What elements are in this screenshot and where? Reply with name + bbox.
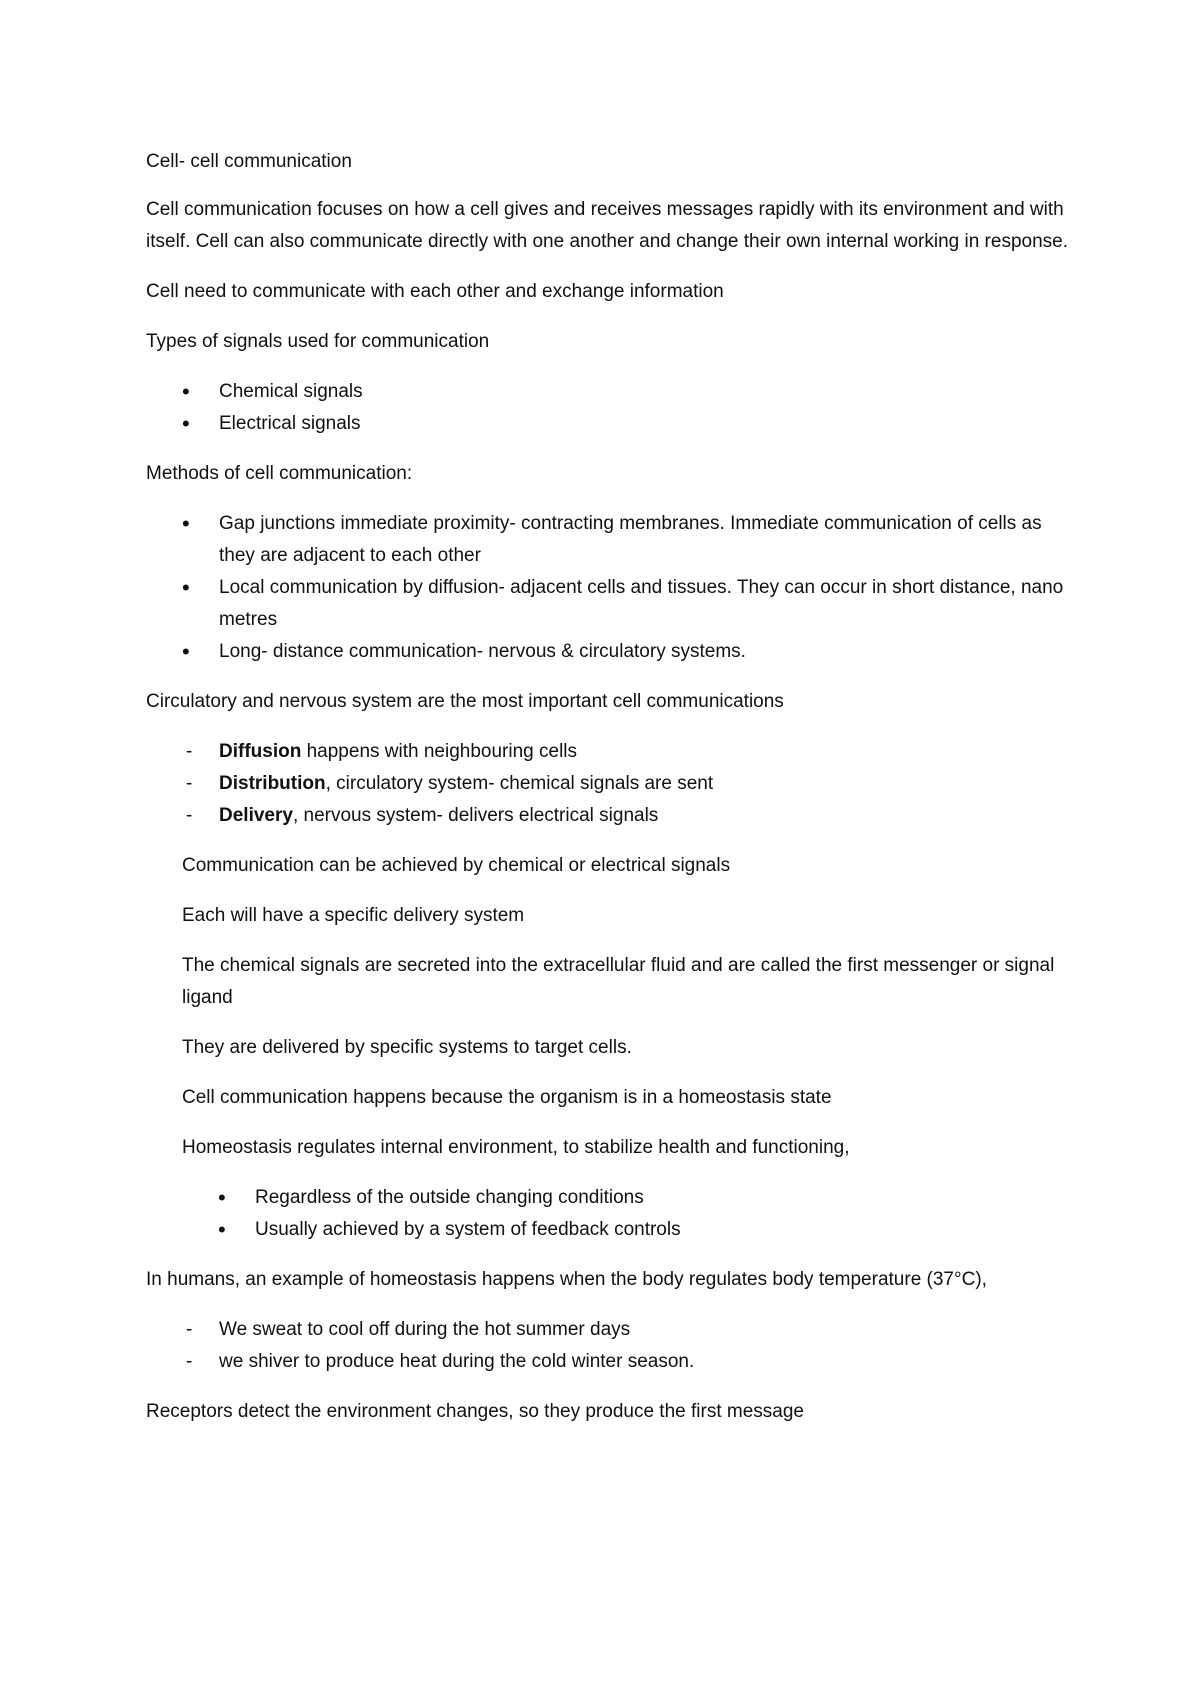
bullet-icon bbox=[182, 508, 190, 542]
dash-icon bbox=[186, 736, 192, 768]
list-item bbox=[146, 636, 1076, 668]
example-paragraph: In humans, an example of homeostasis happens when the body regulates body temperature (37°C), bbox=[146, 1269, 987, 1290]
list-item-text: Long- distance communication- nervous & circulatory systems. bbox=[219, 641, 746, 662]
list-item-text: We sweat to cool off during the hot summer days bbox=[219, 1319, 631, 1340]
list-item-text: Regardless of the outside changing conditions bbox=[255, 1187, 644, 1208]
ddd-list bbox=[146, 736, 1076, 832]
bullet-icon bbox=[218, 1214, 226, 1248]
term-description: , circulatory system- chemical signals are sent bbox=[325, 773, 714, 794]
list-item bbox=[146, 1182, 1076, 1214]
dash-icon bbox=[186, 800, 192, 832]
indented-paragraph: They are delivered by specific systems to target cells. bbox=[182, 1037, 632, 1058]
receptors-paragraph: Receptors detect the environment changes, so they produce the first message bbox=[146, 1401, 804, 1422]
term-label: Delivery bbox=[219, 805, 293, 826]
term-description: , nervous system- delivers electrical signals bbox=[292, 805, 659, 826]
indented-paragraph: Cell communication happens because the organism is in a homeostasis state bbox=[182, 1087, 832, 1108]
list-item-text: we shiver to produce heat during the cold winter season. bbox=[219, 1351, 695, 1372]
dash-icon bbox=[186, 1314, 192, 1346]
homeostasis-list bbox=[146, 1182, 1076, 1246]
dash-icon bbox=[186, 768, 192, 800]
list-item bbox=[146, 1214, 1076, 1246]
list-item-text: Electrical signals bbox=[219, 413, 361, 434]
term-description: happens with neighbouring cells bbox=[301, 741, 578, 762]
methods-list bbox=[146, 508, 1076, 668]
bullet-icon bbox=[182, 408, 190, 442]
list-item bbox=[146, 572, 1076, 636]
list-item bbox=[146, 800, 1076, 832]
document-body bbox=[146, 146, 1076, 1446]
bullet-icon bbox=[218, 1182, 226, 1216]
intro-paragraph: Cell communication focuses on how a cell gives and receives messages rapidly with its environment and with itself. Cell can also communicate directly with one another and change their own internal working in response. bbox=[146, 199, 1068, 252]
indented-paragraph: Each will have a specific delivery system bbox=[182, 905, 525, 926]
systems-heading: Circulatory and nervous system are the most important cell communications bbox=[146, 691, 784, 712]
term-label: Diffusion bbox=[219, 741, 302, 762]
list-item-text: Chemical signals bbox=[219, 381, 363, 402]
list-item bbox=[146, 1314, 1076, 1346]
list-item-text: Local communication by diffusion- adjacent cells and tissues. They can occur in short distance, nano metres bbox=[219, 577, 1064, 630]
list-item bbox=[146, 376, 1076, 408]
list-item bbox=[146, 1346, 1076, 1378]
indented-paragraph: The chemical signals are secreted into the extracellular fluid and are called the first messenger or signal ligand bbox=[182, 955, 1055, 1008]
bullet-icon bbox=[182, 376, 190, 410]
dash-icon bbox=[186, 1346, 192, 1378]
document-title: Cell- cell communication bbox=[146, 151, 352, 172]
list-item bbox=[146, 736, 1076, 768]
list-item-text: Gap junctions immediate proximity- contracting membranes. Immediate communication of cells as they are adjacent to each other bbox=[219, 513, 1042, 566]
methods-heading: Methods of cell communication: bbox=[146, 463, 413, 484]
bullet-icon bbox=[182, 636, 190, 670]
list-item bbox=[146, 508, 1076, 572]
indented-paragraph: Communication can be achieved by chemical or electrical signals bbox=[182, 855, 731, 876]
need-paragraph: Cell need to communicate with each other and exchange information bbox=[146, 281, 724, 302]
list-item bbox=[146, 768, 1076, 800]
examples-list bbox=[146, 1314, 1076, 1378]
types-heading: Types of signals used for communication bbox=[146, 331, 490, 352]
term-label: Distribution bbox=[219, 773, 326, 794]
indented-paragraph: Homeostasis regulates internal environment, to stabilize health and functioning, bbox=[182, 1137, 850, 1158]
signal-types-list bbox=[146, 376, 1076, 440]
list-item bbox=[146, 408, 1076, 440]
list-item-text: Usually achieved by a system of feedback controls bbox=[255, 1219, 681, 1240]
bullet-icon bbox=[182, 572, 190, 606]
